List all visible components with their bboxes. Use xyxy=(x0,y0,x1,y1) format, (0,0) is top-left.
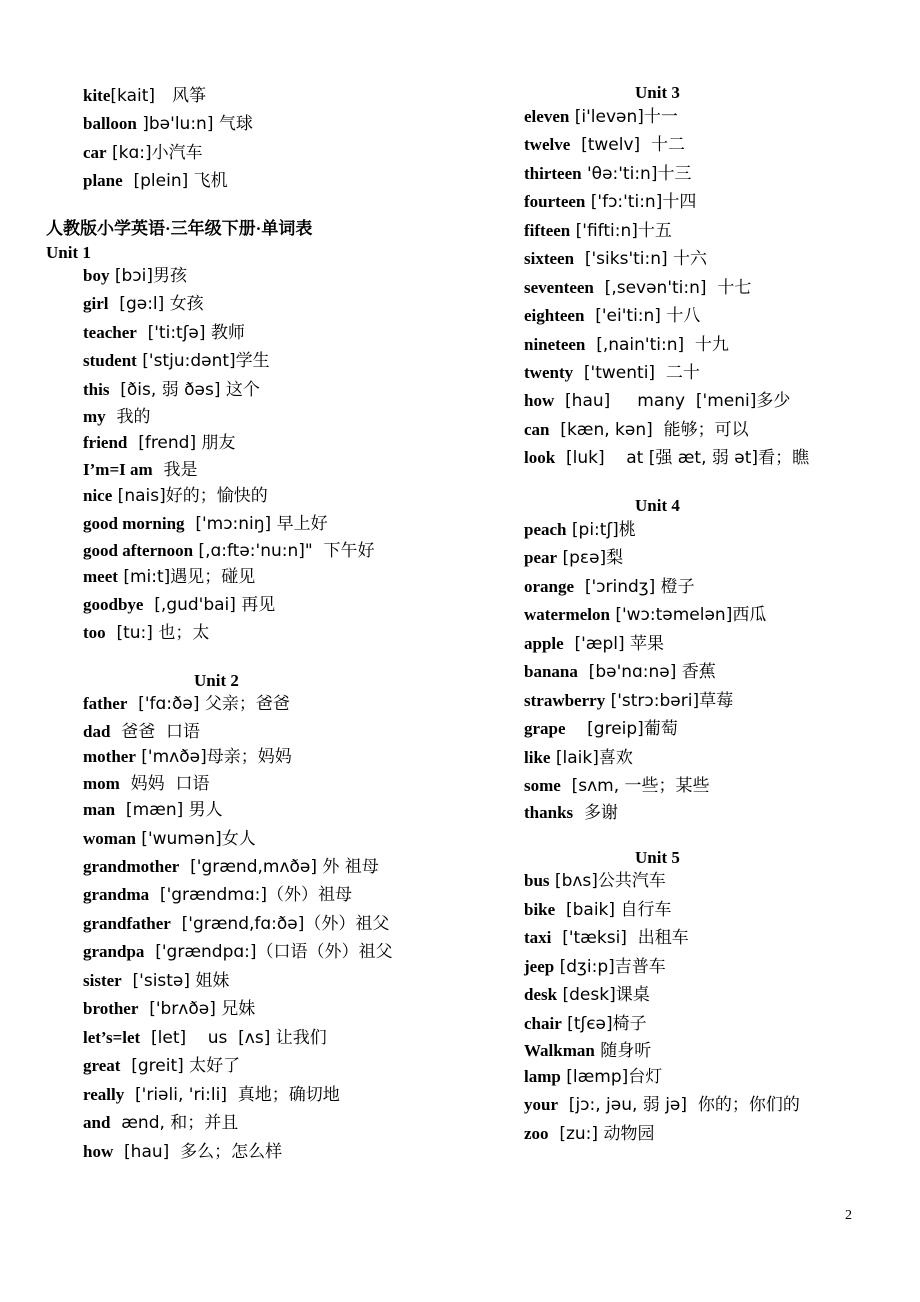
vocab-entry xyxy=(83,1027,327,1049)
vocab-entry xyxy=(524,1094,800,1116)
vocab-phonetic: ['ei'ti:n] xyxy=(584,306,661,326)
vocab-entry xyxy=(83,379,260,401)
vocab-entry xyxy=(524,447,809,469)
vocab-phonetic: [zu:] xyxy=(548,1124,599,1144)
vocab-entry xyxy=(83,485,268,507)
vocab-entry xyxy=(83,998,255,1020)
section-heading xyxy=(635,82,680,104)
vocab-phonetic: ['sistə] xyxy=(121,971,191,991)
vocab-word: bike xyxy=(524,900,556,919)
vocab-word: student xyxy=(83,351,137,370)
vocab-entry xyxy=(83,85,206,107)
vocab-word: grandfather xyxy=(83,914,171,933)
vocab-entry xyxy=(83,856,379,878)
vocab-meaning: 动物园 xyxy=(598,1124,655,1144)
vocab-word: apple xyxy=(524,634,564,653)
vocab-phonetic: [greit] xyxy=(120,1056,184,1076)
vocab-word: I’m=I am xyxy=(83,460,153,479)
vocab-entry xyxy=(524,1066,662,1088)
vocab-meaning: 十三 xyxy=(657,164,692,184)
vocab-phonetic: [pεə] xyxy=(557,548,607,568)
vocab-word: can xyxy=(524,420,550,439)
vocab-entry xyxy=(83,293,204,315)
vocab-meaning: 飞机 xyxy=(188,171,228,191)
section-heading xyxy=(46,218,312,240)
vocab-phonetic: ['grændmɑ:] xyxy=(149,885,267,905)
vocab-word: teacher xyxy=(83,323,137,342)
vocab-phonetic: [let] us [ʌs] xyxy=(140,1028,271,1048)
vocab-meaning: 女人 xyxy=(221,829,256,849)
vocab-word: eighteen xyxy=(524,306,585,325)
vocab-meaning: 这个 xyxy=(220,380,260,400)
heading-text: Unit 3 xyxy=(635,83,680,102)
vocab-meaning: 太好了 xyxy=(183,1056,241,1076)
vocab-entry xyxy=(524,248,707,270)
vocab-phonetic: [jɔ:, jəu, 弱 jə] xyxy=(558,1095,688,1115)
vocab-entry xyxy=(524,747,633,769)
vocab-meaning: （口语（外）祖父 xyxy=(256,942,393,962)
vocab-word: banana xyxy=(524,662,578,681)
vocab-meaning: 十四 xyxy=(662,192,697,212)
vocab-phonetic: [,ɑ:ftə:'nu:n]" xyxy=(193,541,313,561)
vocab-phonetic: [sʌm, xyxy=(560,776,620,796)
vocab-entry xyxy=(83,350,270,372)
vocab-meaning: 草莓 xyxy=(699,691,734,711)
vocab-word: good afternoon xyxy=(83,541,194,560)
vocab-meaning: 出租车 xyxy=(626,928,689,948)
vocab-meaning: 遇见；碰见 xyxy=(170,567,256,587)
vocab-meaning: 学生 xyxy=(235,351,270,371)
vocab-meaning: 外 祖母 xyxy=(317,857,379,877)
vocab-meaning: 十七 xyxy=(706,278,752,298)
vocab-meaning: 你的；你们的 xyxy=(687,1095,800,1115)
vocab-entry xyxy=(83,322,245,344)
vocab-word: this xyxy=(83,380,110,399)
vocab-entry xyxy=(83,799,223,821)
vocab-word: mother xyxy=(83,747,136,766)
vocab-phonetic: ['stju:dənt] xyxy=(136,351,236,371)
vocab-phonetic: [mæn] xyxy=(115,800,184,820)
vocab-phonetic: ['riəli, 'ri:li] xyxy=(124,1085,227,1105)
vocab-phonetic: [kɑ:] xyxy=(106,143,152,163)
vocab-entry xyxy=(524,547,623,569)
vocab-phonetic: [hau] xyxy=(113,1142,170,1162)
vocab-word: pear xyxy=(524,548,558,567)
vocab-phonetic: [,nain'ti:n] xyxy=(585,335,685,355)
vocab-phonetic: [twelv] xyxy=(570,135,641,155)
vocab-meaning: 好的；愉快的 xyxy=(165,486,268,506)
vocab-phonetic: 'θə:'ti:n] xyxy=(581,164,658,184)
vocab-word: grandma xyxy=(83,885,150,904)
vocab-phonetic: [læmp] xyxy=(560,1067,629,1087)
vocab-word: balloon xyxy=(83,114,137,133)
vocab-phonetic: [luk] at [强 æt, 弱 ət] xyxy=(555,448,759,468)
vocab-phonetic: [kait] xyxy=(110,86,156,106)
vocab-entry xyxy=(524,775,710,797)
vocab-meaning: 早上好 xyxy=(271,514,328,534)
vocab-phonetic: ['fɑ:ðə] xyxy=(127,694,200,714)
vocab-phonetic: ['wumən] xyxy=(135,829,222,849)
vocab-meaning: （外）祖父 xyxy=(304,914,390,934)
section-heading xyxy=(635,495,680,517)
heading-text: 人教版小学英语·三年级下册·单词表 xyxy=(46,219,313,238)
vocab-phonetic: [frend] xyxy=(127,433,197,453)
vocab-entry xyxy=(524,277,751,299)
vocab-meaning: 看；瞧 xyxy=(758,448,810,468)
vocab-entry xyxy=(83,913,389,935)
vocab-word: girl xyxy=(83,294,109,313)
vocab-meaning: 女孩 xyxy=(164,294,204,314)
vocab-entry xyxy=(524,1013,647,1035)
vocab-entry xyxy=(83,941,393,963)
vocab-entry xyxy=(524,576,695,598)
vocab-phonetic: ['brʌðə] xyxy=(138,999,216,1019)
vocab-meaning: 我的 xyxy=(105,407,151,427)
vocab-meaning: 西瓜 xyxy=(732,605,767,625)
vocab-word: kite xyxy=(83,86,111,105)
vocab-word: sister xyxy=(83,971,122,990)
vocab-entry xyxy=(83,721,200,743)
vocab-entry xyxy=(524,134,685,156)
vocab-meaning: 父亲；爸爸 xyxy=(199,694,290,714)
vocab-entry xyxy=(524,661,716,683)
vocab-meaning: 气球 xyxy=(213,114,253,134)
vocab-entry xyxy=(524,106,678,128)
vocab-word: eleven xyxy=(524,107,570,126)
vocab-word: chair xyxy=(524,1014,562,1033)
vocab-phonetic: ['twenti] xyxy=(573,363,656,383)
vocab-word: grandpa xyxy=(83,942,145,961)
page-number: 2 xyxy=(845,1208,852,1223)
vocab-word: grandmother xyxy=(83,857,180,876)
vocab-word: dad xyxy=(83,722,111,741)
vocab-word: my xyxy=(83,407,106,426)
vocab-entry xyxy=(83,622,209,644)
vocab-meaning: 多么；怎么样 xyxy=(169,1142,283,1162)
vocab-entry xyxy=(524,419,749,441)
vocab-entry xyxy=(524,802,618,824)
vocab-word: boy xyxy=(83,266,110,285)
vocab-entry xyxy=(524,519,636,541)
vocab-word: desk xyxy=(524,985,558,1004)
vocab-word: some xyxy=(524,776,561,795)
vocab-entry xyxy=(83,1055,240,1077)
vocab-meaning: 一些；某些 xyxy=(619,776,710,796)
vocab-word: Walkman xyxy=(524,1041,595,1060)
vocab-word: man xyxy=(83,800,116,819)
vocab-word: plane xyxy=(83,171,123,190)
vocab-word: seventeen xyxy=(524,278,594,297)
heading-text: Unit 1 xyxy=(46,243,91,262)
vocab-phonetic: ['mɔ:niŋ] xyxy=(184,514,272,534)
vocab-entry xyxy=(524,163,691,185)
vocab-phonetic: ['ti:tʃə] xyxy=(136,323,206,343)
vocab-entry xyxy=(524,604,766,626)
vocab-word: woman xyxy=(83,829,136,848)
vocab-meaning: 梨 xyxy=(606,548,624,568)
vocab-phonetic: ['mʌðə] xyxy=(135,747,207,767)
vocab-phonetic: [i'levən] xyxy=(569,107,644,127)
vocab-entry xyxy=(524,1123,654,1145)
vocab-meaning: 下午好 xyxy=(312,541,375,561)
vocab-word: really xyxy=(83,1085,125,1104)
vocab-phonetic: ['grænd,fɑ:ðə] xyxy=(170,914,305,934)
vocab-meaning: 公共汽车 xyxy=(597,871,666,891)
vocab-word: brother xyxy=(83,999,139,1018)
vocab-word: fifteen xyxy=(524,221,571,240)
vocab-entry xyxy=(524,362,700,384)
vocab-word: and xyxy=(83,1113,111,1132)
vocab-meaning: 十五 xyxy=(637,221,672,241)
vocab-entry xyxy=(524,718,678,740)
vocab-word: how xyxy=(524,391,555,410)
vocab-word: lamp xyxy=(524,1067,561,1086)
vocab-meaning: 姐妹 xyxy=(190,971,230,991)
section-heading xyxy=(635,847,680,869)
vocab-entry xyxy=(83,513,328,535)
vocab-meaning: 吉普车 xyxy=(614,957,666,977)
vocab-phonetic: [hau] many ['meni] xyxy=(554,391,757,411)
vocab-meaning: 橙子 xyxy=(655,577,695,597)
vocab-meaning: 兄妹 xyxy=(215,999,256,1019)
vocab-entry xyxy=(83,1112,238,1134)
vocab-meaning: 喜欢 xyxy=(598,748,633,768)
vocab-phonetic: [tu:] xyxy=(105,623,153,643)
vocab-meaning: 十九 xyxy=(684,335,729,355)
vocab-word: jeep xyxy=(524,957,555,976)
vocab-meaning: 多谢 xyxy=(573,803,618,823)
vocab-phonetic: [laik] xyxy=(550,748,599,768)
vocab-phonetic: ['ɔrindʒ] xyxy=(574,577,656,597)
vocab-meaning: 再见 xyxy=(235,595,276,615)
vocab-entry xyxy=(83,540,375,562)
vocab-phonetic: [kæn, kən] xyxy=(549,420,653,440)
vocab-entry xyxy=(83,970,229,992)
vocab-phonetic: [bʌs] xyxy=(549,871,598,891)
vocab-meaning: 男孩 xyxy=(153,266,187,286)
vocab-meaning: 十八 xyxy=(660,306,701,326)
vocab-phonetic: [tʃєə] xyxy=(561,1014,613,1034)
vocab-entry xyxy=(83,113,253,135)
vocab-phonetic: [bə'nɑ:nə] xyxy=(577,662,677,682)
vocab-meaning: 二十 xyxy=(655,363,700,383)
vocab-word: father xyxy=(83,694,128,713)
vocab-meaning: 妈妈 口语 xyxy=(119,774,210,794)
vocab-meaning: 爸爸 口语 xyxy=(110,722,201,742)
vocab-entry xyxy=(524,633,664,655)
vocab-meaning: 随身听 xyxy=(594,1041,652,1061)
vocab-word: zoo xyxy=(524,1124,549,1143)
vocab-meaning: 我是 xyxy=(152,460,198,480)
vocab-entry xyxy=(524,1040,651,1062)
vocab-entry xyxy=(83,459,197,481)
vocab-entry xyxy=(83,594,275,616)
heading-text: Unit 4 xyxy=(635,496,680,515)
vocab-meaning: 让我们 xyxy=(270,1028,327,1048)
vocab-phonetic: [ðis, 弱 ðəs] xyxy=(109,380,221,400)
vocab-phonetic: ['æpl] xyxy=(563,634,625,654)
section-heading xyxy=(46,242,91,264)
vocab-meaning: 十六 xyxy=(667,249,708,269)
vocab-meaning: 课桌 xyxy=(615,985,650,1005)
vocab-meaning: 男人 xyxy=(183,800,223,820)
vocab-meaning: 桃 xyxy=(618,520,636,540)
vocab-phonetic: ['wɔ:təmelən] xyxy=(609,605,733,625)
vocab-entry xyxy=(524,899,671,921)
vocab-phonetic: [dʒi:p] xyxy=(554,957,615,977)
vocab-entry xyxy=(83,693,290,715)
vocab-entry xyxy=(83,432,236,454)
vocab-entry xyxy=(83,773,209,795)
vocab-word: your xyxy=(524,1095,558,1114)
vocab-entry xyxy=(524,690,733,712)
vocab-entry xyxy=(83,1084,340,1106)
vocab-meaning: 也；太 xyxy=(152,623,210,643)
vocab-word: meet xyxy=(83,567,118,586)
vocab-entry xyxy=(83,828,256,850)
vocab-phonetic: [gə:l] xyxy=(108,294,165,314)
vocab-word: taxi xyxy=(524,928,552,947)
vocab-meaning: 小汽车 xyxy=(151,143,203,163)
vocab-word: let’s=let xyxy=(83,1028,141,1047)
vocab-meaning: （外）祖母 xyxy=(267,885,352,905)
vocab-word: good morning xyxy=(83,514,185,533)
vocab-word: great xyxy=(83,1056,121,1075)
section-heading xyxy=(194,670,239,692)
vocab-entry xyxy=(83,170,228,192)
vocab-meaning: 朋友 xyxy=(196,433,236,453)
vocab-meaning: 多少 xyxy=(756,391,791,411)
vocab-word: thanks xyxy=(524,803,574,822)
vocab-entry xyxy=(83,1141,282,1163)
vocab-word: car xyxy=(83,143,107,162)
vocab-word: peach xyxy=(524,520,567,539)
vocab-meaning: 真地；确切地 xyxy=(226,1085,340,1105)
vocab-phonetic: [greip] xyxy=(565,719,644,739)
vocab-phonetic: ['grændpɑ:] xyxy=(144,942,257,962)
vocab-word: nineteen xyxy=(524,335,586,354)
vocab-word: twelve xyxy=(524,135,571,154)
vocab-entry xyxy=(524,305,700,327)
vocab-entry xyxy=(524,191,696,213)
vocab-word: watermelon xyxy=(524,605,610,624)
vocab-entry xyxy=(83,884,352,906)
vocab-entry xyxy=(83,566,255,588)
vocab-entry xyxy=(524,927,689,949)
vocab-word: thirteen xyxy=(524,164,582,183)
vocab-meaning: 十二 xyxy=(640,135,685,155)
vocab-meaning: 母亲；妈妈 xyxy=(206,747,292,767)
vocab-word: friend xyxy=(83,433,128,452)
vocab-word: strawberry xyxy=(524,691,606,710)
vocab-word: nice xyxy=(83,486,113,505)
vocab-phonetic: [desk] xyxy=(557,985,616,1005)
vocab-word: too xyxy=(83,623,106,642)
vocab-phonetic: [bɔi] xyxy=(109,266,153,286)
vocab-meaning: 风筝 xyxy=(155,86,207,106)
vocab-word: fourteen xyxy=(524,192,586,211)
vocab-word: sixteen xyxy=(524,249,575,268)
vocab-meaning: 十一 xyxy=(643,107,678,127)
vocab-meaning: 教师 xyxy=(205,323,245,343)
vocab-meaning: 香蕉 xyxy=(676,662,716,682)
vocab-word: like xyxy=(524,748,551,767)
vocab-entry xyxy=(83,142,203,164)
vocab-phonetic: ['siks'ti:n] xyxy=(574,249,668,269)
vocab-word: twenty xyxy=(524,363,574,382)
heading-text: Unit 2 xyxy=(194,671,239,690)
heading-text: Unit 5 xyxy=(635,848,680,867)
vocab-word: grape xyxy=(524,719,566,738)
vocab-phonetic: ]bə'lu:n] xyxy=(136,114,214,134)
vocab-phonetic: [,gud'bai] xyxy=(143,595,236,615)
vocab-entry xyxy=(524,956,666,978)
vocab-meaning: 葡萄 xyxy=(643,719,678,739)
vocab-entry xyxy=(524,220,672,242)
vocab-entry xyxy=(524,870,666,892)
vocab-phonetic: [nais] xyxy=(112,486,166,506)
vocab-word: goodbye xyxy=(83,595,144,614)
vocab-word: look xyxy=(524,448,556,467)
vocab-meaning: 台灯 xyxy=(628,1067,663,1087)
vocab-meaning: 和；并且 xyxy=(164,1113,239,1133)
vocab-word: bus xyxy=(524,871,550,890)
vocab-phonetic: ['strɔ:bəri] xyxy=(605,691,700,711)
vocab-meaning: 苹果 xyxy=(624,634,665,654)
vocab-meaning: 能够；可以 xyxy=(652,420,749,440)
vocab-meaning: 自行车 xyxy=(615,900,672,920)
vocab-phonetic: [mi:t] xyxy=(117,567,171,587)
vocab-phonetic: [plein] xyxy=(122,171,189,191)
vocab-entry xyxy=(524,390,790,412)
vocab-phonetic: ['fifti:n] xyxy=(570,221,638,241)
vocab-phonetic: [baik] xyxy=(555,900,616,920)
vocab-phonetic: ['tæksi] xyxy=(551,928,627,948)
vocab-word: orange xyxy=(524,577,575,596)
vocab-phonetic: ['fɔ:'ti:n] xyxy=(585,192,663,212)
vocab-meaning: 椅子 xyxy=(612,1014,647,1034)
vocab-word: how xyxy=(83,1142,114,1161)
vocab-entry xyxy=(83,406,150,428)
vocab-entry xyxy=(524,334,729,356)
vocab-entry xyxy=(524,984,650,1006)
vocab-phonetic: ['grænd,mʌðə] xyxy=(179,857,317,877)
vocab-phonetic: [pi:tʃ] xyxy=(566,520,619,540)
vocab-phonetic: [,sevən'ti:n] xyxy=(593,278,707,298)
vocab-word: mom xyxy=(83,774,120,793)
vocab-entry xyxy=(83,265,187,287)
vocab-phonetic: ænd, xyxy=(110,1113,165,1133)
vocab-entry xyxy=(83,746,292,768)
